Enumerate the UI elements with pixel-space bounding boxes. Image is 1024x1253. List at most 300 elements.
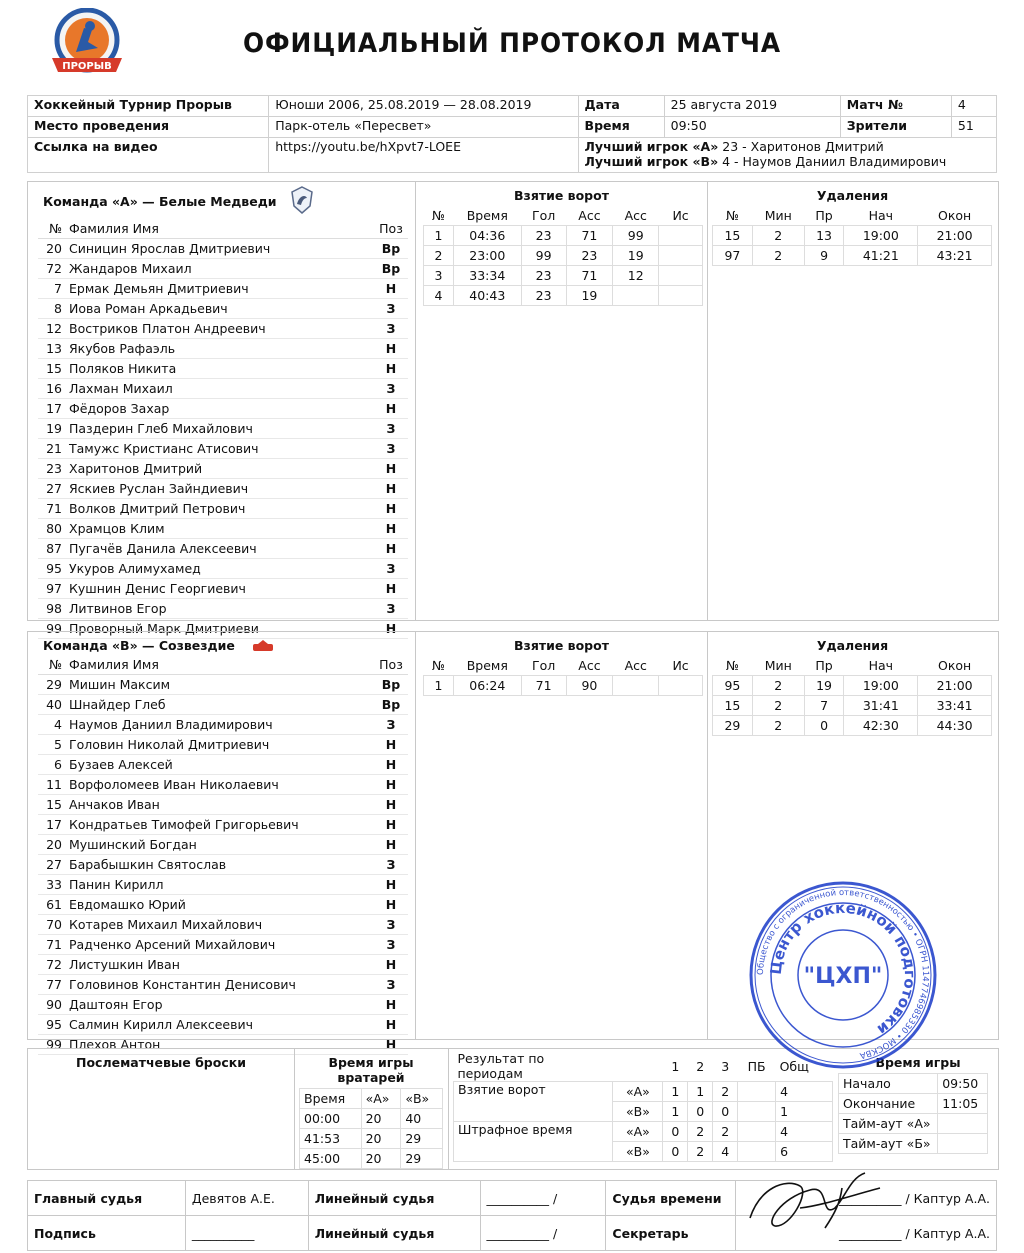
line-referee-1-label: Линейный судья: [308, 1181, 480, 1216]
roster-row: [38, 439, 408, 459]
player-number: 70: [38, 915, 67, 935]
roster-row: [38, 935, 408, 955]
penalties-header-row: [713, 656, 992, 676]
goal-cell-n: 4: [424, 286, 454, 306]
roster-pos-header: Поз: [374, 655, 408, 675]
roster-row: [38, 955, 408, 975]
goals-col-header: Асс: [566, 206, 613, 226]
match-label: Матч №: [840, 96, 951, 117]
penalty-cell-pr: 13: [804, 226, 844, 246]
player-name: Якубов Рафаэль: [67, 339, 374, 359]
start-label: Начало: [839, 1074, 938, 1094]
penalties-header-row: [713, 206, 992, 226]
goal-cell-is: [659, 266, 703, 286]
goal-cell-a1: 19: [566, 286, 613, 306]
roster-row: [38, 319, 408, 339]
timeout-a-label: Тайм-аут «А»: [839, 1114, 938, 1134]
goal-cell-n: 3: [424, 266, 454, 286]
period-value: 1: [663, 1102, 688, 1122]
player-name: Синицин Ярослав Дмитриевич: [67, 239, 374, 259]
penalty-cell-pr: 19: [804, 676, 844, 696]
penalties-col-header: Нач: [844, 656, 918, 676]
player-position: З: [374, 715, 408, 735]
period-value: 2: [688, 1122, 713, 1142]
player-position: Н: [374, 619, 408, 639]
player-name: Листушкин Иван: [67, 955, 374, 975]
best-players: [578, 138, 996, 173]
goals-header-row: [424, 206, 703, 226]
player-name: Наумов Даниил Владимирович: [67, 715, 374, 735]
player-number: 27: [38, 479, 67, 499]
goal-cell-goal: 23: [521, 226, 566, 246]
penalties-col-header: Окон: [918, 206, 992, 226]
period-value: 0: [663, 1122, 688, 1142]
period-value: 0: [713, 1102, 738, 1122]
penalty-cell-end: 44:30: [918, 716, 992, 736]
video-label: Ссылка на видео: [28, 138, 269, 173]
player-name: Храмцов Клим: [67, 519, 374, 539]
player-number: 97: [38, 579, 67, 599]
player-position: З: [374, 915, 408, 935]
player-name: Салмин Кирилл Алексеевич: [67, 1015, 374, 1035]
player-name: Кондратьев Тимофей Григорьевич: [67, 815, 374, 835]
team-b-roster: [38, 655, 408, 1055]
goal-cell-is: [659, 286, 703, 306]
goal-row: [424, 676, 703, 696]
player-number: 15: [38, 359, 67, 379]
penalty-row: [713, 676, 992, 696]
periods-title: Результат по периодам: [457, 1051, 545, 1081]
date-label: Дата: [578, 96, 664, 117]
player-number: 17: [38, 399, 67, 419]
goal-cell-time: 40:43: [453, 286, 521, 306]
player-name: Пугачёв Данила Алексеевич: [67, 539, 374, 559]
team-b-emblem-icon: [252, 639, 274, 656]
goalie-cell-b: 40: [401, 1109, 443, 1129]
goal-cell-time: 04:36: [453, 226, 521, 246]
penalty-cell-pr: 9: [804, 246, 844, 266]
roster-row: [38, 675, 408, 695]
player-number: 71: [38, 935, 67, 955]
goalie-cell-t: 00:00: [300, 1109, 362, 1129]
total-header: Общ: [779, 1058, 809, 1074]
goalie-cell-a: 20: [361, 1129, 401, 1149]
player-number: 4: [38, 715, 67, 735]
roster-row: [38, 459, 408, 479]
player-position: Вр: [374, 239, 408, 259]
player-number: 29: [38, 675, 67, 695]
stamp-outer-text: Общество с ограниченной ответственностью • ОГРН 1147746985330 • МОСКВА: [755, 887, 931, 1061]
page-title: ОФИЦИАЛЬНЫЙ ПРОТОКОЛ МАТЧА: [242, 28, 782, 59]
player-name: Укуров Алимухамед: [67, 559, 374, 579]
player-number: 17: [38, 815, 67, 835]
penalty-cell-pr: 7: [804, 696, 844, 716]
penalty-cell-end: 33:41: [918, 696, 992, 716]
team-a-emblem-icon: [290, 186, 314, 217]
player-position: Н: [374, 835, 408, 855]
tournament-value: Юноши 2006, 25.08.2019 — 28.08.2019: [269, 96, 578, 117]
player-position: Н: [374, 1015, 408, 1035]
team-a-penalties-title: Удаления: [816, 188, 889, 203]
penalty-cell-start: 19:00: [844, 676, 918, 696]
main-referee-label: Главный судья: [28, 1181, 186, 1216]
main-referee-value: Девятов А.Е.: [185, 1181, 308, 1216]
roster-row: [38, 419, 408, 439]
roster-row: [38, 915, 408, 935]
start-value: 09:50: [938, 1074, 988, 1094]
period-row: [454, 1122, 833, 1142]
player-position: Вр: [374, 259, 408, 279]
player-number: 40: [38, 695, 67, 715]
player-number: 23: [38, 459, 67, 479]
player-position: Н: [374, 815, 408, 835]
spectators-value: 51: [951, 117, 996, 138]
period-row-label: Взятие ворот: [454, 1082, 613, 1122]
penalties-col-header: Окон: [918, 656, 992, 676]
best-b-label: Лучший игрок «В»: [584, 154, 719, 169]
goal-row: [424, 266, 703, 286]
penalty-cell-n: 29: [713, 716, 753, 736]
player-position: З: [374, 419, 408, 439]
timekeeper-value: __________ / Каптур А.А.: [736, 1181, 997, 1216]
spectators-label: Зрители: [840, 117, 951, 138]
period-value: [738, 1122, 776, 1142]
line-referee-1-value: __________ /: [480, 1181, 606, 1216]
player-position: Н: [374, 895, 408, 915]
goalie-row: [300, 1129, 443, 1149]
svg-text:ПРОРЫВ: ПРОРЫВ: [62, 61, 112, 72]
period-value: 1: [776, 1102, 833, 1122]
goal-cell-a1: 23: [566, 246, 613, 266]
team-b-penalties-title: Удаления: [816, 638, 889, 653]
period-value: [738, 1142, 776, 1162]
period-team-label: «В»: [613, 1102, 663, 1122]
player-position: З: [374, 299, 408, 319]
goalie-time-table: [299, 1088, 443, 1169]
team-b-penalties-table: [712, 656, 992, 736]
goals-col-header: Время: [453, 656, 521, 676]
player-position: Н: [374, 755, 408, 775]
team-a-penalties-table: [712, 206, 992, 266]
period-value: 0: [663, 1142, 688, 1162]
player-name: Кушнин Денис Георгиевич: [67, 579, 374, 599]
shootout-title: Послематчевые броски: [75, 1055, 246, 1070]
roster-pos-header: Поз: [374, 219, 408, 239]
goalie-col-header: «В»: [401, 1089, 443, 1109]
player-name: Яскиев Руслан Зайндиевич: [67, 479, 374, 499]
goal-cell-a1: 90: [566, 676, 613, 696]
goalie-col-header: «А»: [361, 1089, 401, 1109]
player-number: 61: [38, 895, 67, 915]
player-position: Н: [374, 995, 408, 1015]
goal-cell-goal: 23: [521, 286, 566, 306]
roster-num-header: №: [38, 655, 67, 675]
roster-row: [38, 735, 408, 755]
roster-row: [38, 379, 408, 399]
roster-row: [38, 975, 408, 995]
player-name: Харитонов Дмитрий: [67, 459, 374, 479]
penalty-cell-end: 21:00: [918, 226, 992, 246]
player-name: Анчаков Иван: [67, 795, 374, 815]
period-value: [738, 1102, 776, 1122]
penalty-cell-min: 2: [752, 716, 804, 736]
goalie-cell-b: 29: [401, 1129, 443, 1149]
goal-cell-is: [659, 676, 703, 696]
player-position: Н: [374, 519, 408, 539]
player-name: Поляков Никита: [67, 359, 374, 379]
team-a-title: Команда «А» — Белые Медведи: [43, 194, 277, 209]
penalty-cell-start: 42:30: [844, 716, 918, 736]
roster-row: [38, 479, 408, 499]
team-a-roster: [38, 219, 408, 639]
goals-col-header: Время: [453, 206, 521, 226]
timeout-b-value: [938, 1134, 988, 1154]
period-value: 2: [713, 1082, 738, 1102]
player-name: Лахман Михаил: [67, 379, 374, 399]
penalties-col-header: Пр: [804, 206, 844, 226]
roster-row: [38, 559, 408, 579]
penalty-cell-n: 97: [713, 246, 753, 266]
player-position: Н: [374, 735, 408, 755]
player-name: Котарев Михаил Михайлович: [67, 915, 374, 935]
goals-col-header: №: [424, 656, 454, 676]
venue-value: Парк-отель «Пересвет»: [269, 117, 578, 138]
game-time-title: Время игры: [875, 1055, 961, 1070]
player-position: З: [374, 599, 408, 619]
roster-row: [38, 259, 408, 279]
player-position: З: [374, 975, 408, 995]
goal-cell-goal: 99: [521, 246, 566, 266]
shootout-header: ПБ: [747, 1058, 766, 1074]
player-name: Литвинов Егор: [67, 599, 374, 619]
goals-col-header: Асс: [613, 656, 659, 676]
goalie-row: [300, 1149, 443, 1169]
player-position: Н: [374, 479, 408, 499]
player-name: Бузаев Алексей: [67, 755, 374, 775]
roster-row: [38, 339, 408, 359]
penalty-row: [713, 716, 992, 736]
player-number: 95: [38, 559, 67, 579]
goal-row: [424, 286, 703, 306]
goalie-header-row: [300, 1089, 443, 1109]
period-row: [454, 1082, 833, 1102]
roster-name-header: Фамилия Имя: [67, 655, 374, 675]
period-3-header: 3: [721, 1058, 730, 1074]
goals-header-row: [424, 656, 703, 676]
end-label: Окончание: [839, 1094, 938, 1114]
player-position: Н: [374, 399, 408, 419]
video-link[interactable]: https://youtu.be/hXpvt7-LOEE: [269, 138, 578, 173]
penalty-row: [713, 246, 992, 266]
goalie-col-header: Время: [300, 1089, 362, 1109]
goal-cell-time: 06:24: [453, 676, 521, 696]
goal-cell-a2: 99: [613, 226, 659, 246]
penalty-cell-start: 41:21: [844, 246, 918, 266]
roster-name-header: Фамилия Имя: [67, 219, 374, 239]
penalties-col-header: №: [713, 656, 753, 676]
period-value: 1: [688, 1082, 713, 1102]
signature-value: __________: [185, 1216, 308, 1251]
player-position: З: [374, 319, 408, 339]
penalty-cell-start: 19:00: [844, 226, 918, 246]
player-name: Фёдоров Захар: [67, 399, 374, 419]
team-b-title: Команда «В» — Созвездие: [43, 638, 235, 653]
penalties-col-header: Мин: [752, 206, 804, 226]
period-team-label: «А»: [613, 1122, 663, 1142]
period-value: 0: [688, 1102, 713, 1122]
player-name: Жандаров Михаил: [67, 259, 374, 279]
timekeeper-label: Судья времени: [606, 1181, 736, 1216]
player-number: 16: [38, 379, 67, 399]
goal-cell-a2: [613, 676, 659, 696]
player-name: Плехов Антон: [67, 1035, 374, 1055]
roster-row: [38, 299, 408, 319]
period-1-header: 1: [671, 1058, 680, 1074]
player-position: Н: [374, 955, 408, 975]
handwritten-signature: [740, 1168, 890, 1248]
team-b-goals-table: [423, 656, 703, 696]
player-number: 87: [38, 539, 67, 559]
player-name: Ермак Демьян Дмитриевич: [67, 279, 374, 299]
player-number: 12: [38, 319, 67, 339]
goalie-cell-a: 20: [361, 1149, 401, 1169]
player-position: З: [374, 439, 408, 459]
player-name: Головинов Константин Денисович: [67, 975, 374, 995]
goal-cell-is: [659, 226, 703, 246]
roster-row: [38, 599, 408, 619]
player-number: 7: [38, 279, 67, 299]
stamp-center-text: "ЦХП": [803, 964, 883, 989]
goal-cell-n: 1: [424, 226, 454, 246]
roster-row: [38, 359, 408, 379]
player-number: 11: [38, 775, 67, 795]
roster-row: [38, 815, 408, 835]
roster-row: [38, 875, 408, 895]
penalty-row: [713, 696, 992, 716]
player-name: Евдомашко Юрий: [67, 895, 374, 915]
end-value: 11:05: [938, 1094, 988, 1114]
period-team-label: «А»: [613, 1082, 663, 1102]
player-position: З: [374, 935, 408, 955]
player-number: 95: [38, 1015, 67, 1035]
roster-row: [38, 499, 408, 519]
penalties-col-header: Нач: [844, 206, 918, 226]
match-value: 4: [951, 96, 996, 117]
player-number: 98: [38, 599, 67, 619]
player-number: 71: [38, 499, 67, 519]
penalty-cell-pr: 0: [804, 716, 844, 736]
player-number: 72: [38, 955, 67, 975]
player-number: 21: [38, 439, 67, 459]
date-value: 25 августа 2019: [664, 96, 840, 117]
penalty-cell-min: 2: [752, 696, 804, 716]
period-value: 6: [776, 1142, 833, 1162]
team-b-goals-title: Взятие ворот: [514, 638, 609, 653]
best-a-value: 23 - Харитонов Дмитрий: [722, 139, 884, 154]
goal-row: [424, 246, 703, 266]
goal-cell-time: 23:00: [453, 246, 521, 266]
goals-col-header: Асс: [613, 206, 659, 226]
player-position: Н: [374, 339, 408, 359]
roster-row: [38, 795, 408, 815]
venue-label: Место проведения: [28, 117, 269, 138]
player-position: З: [374, 855, 408, 875]
player-name: Шнайдер Глеб: [67, 695, 374, 715]
player-name: Паздерин Глеб Михайлович: [67, 419, 374, 439]
player-position: Н: [374, 795, 408, 815]
signature-label: Подпись: [28, 1216, 186, 1251]
goals-col-header: Асс: [566, 656, 613, 676]
game-time-table: [838, 1073, 988, 1154]
player-position: Вр: [374, 695, 408, 715]
team-a-section: [27, 181, 999, 636]
player-position: Н: [374, 775, 408, 795]
player-number: 8: [38, 299, 67, 319]
penalties-col-header: №: [713, 206, 753, 226]
roster-row: [38, 239, 408, 259]
period-team-label: «В»: [613, 1142, 663, 1162]
player-number: 20: [38, 239, 67, 259]
goals-col-header: №: [424, 206, 454, 226]
penalty-cell-min: 2: [752, 246, 804, 266]
player-position: Н: [374, 875, 408, 895]
penalty-cell-start: 31:41: [844, 696, 918, 716]
roster-row: [38, 399, 408, 419]
player-position: З: [374, 559, 408, 579]
period-value: 1: [663, 1082, 688, 1102]
penalty-cell-min: 2: [752, 226, 804, 246]
player-number: 27: [38, 855, 67, 875]
line-referee-2-value: __________ /: [480, 1216, 606, 1251]
penalty-cell-n: 15: [713, 226, 753, 246]
goalie-row: [300, 1109, 443, 1129]
player-position: Н: [374, 1035, 408, 1055]
best-b-value: 4 - Наумов Даниил Владимирович: [722, 154, 947, 169]
goalie-time-title: Время игры вратарей: [328, 1055, 414, 1085]
goal-cell-goal: 71: [521, 676, 566, 696]
goalie-cell-t: 45:00: [300, 1149, 362, 1169]
roster-row: [38, 279, 408, 299]
match-info-table: [27, 95, 997, 173]
goal-cell-is: [659, 246, 703, 266]
goal-cell-n: 1: [424, 676, 454, 696]
period-value: 4: [776, 1082, 833, 1102]
roster-row: [38, 895, 408, 915]
player-name: Радченко Арсений Михайлович: [67, 935, 374, 955]
tournament-label: Хоккейный Турнир Прорыв: [28, 96, 269, 117]
goalie-cell-a: 20: [361, 1109, 401, 1129]
player-number: 99: [38, 1035, 67, 1055]
roster-row: [38, 579, 408, 599]
roster-row: [38, 995, 408, 1015]
player-position: Н: [374, 539, 408, 559]
player-name: Барабышкин Святослав: [67, 855, 374, 875]
roster-row: [38, 715, 408, 735]
timeout-a-value: [938, 1114, 988, 1134]
player-position: Н: [374, 359, 408, 379]
goal-cell-time: 33:34: [453, 266, 521, 286]
goals-col-header: Гол: [521, 656, 566, 676]
best-a-label: Лучший игрок «А»: [584, 139, 719, 154]
player-position: Н: [374, 279, 408, 299]
goalie-cell-t: 41:53: [300, 1129, 362, 1149]
player-position: З: [374, 379, 408, 399]
goal-cell-a2: [613, 286, 659, 306]
player-name: Проворный Марк Дмитриеви: [67, 619, 374, 639]
period-value: 4: [776, 1122, 833, 1142]
goal-cell-a1: 71: [566, 266, 613, 286]
roster-row: [38, 519, 408, 539]
